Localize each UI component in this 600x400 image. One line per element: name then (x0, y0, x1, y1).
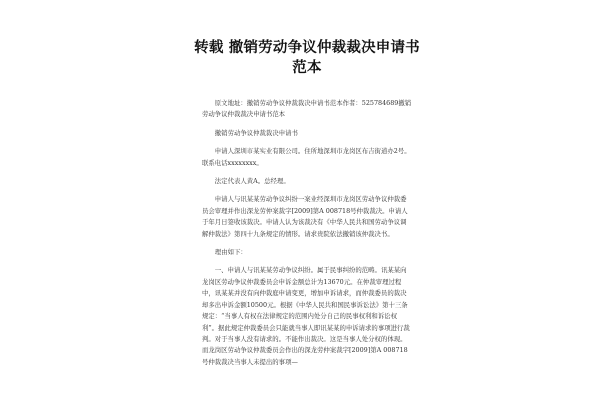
paragraph-representative: 法定代表人黄A。总经理。 (214, 177, 290, 186)
document-body (202, 98, 412, 368)
paragraph-case-summary: 申请人与讯某某劳动争议纠纷一案业经深圳市龙岗区劳动争议仲裁委员会审理并作出深龙劳仲案裁字[2009]第A 008718号仲裁裁决。申请人于年月日签收该裁决。申请人认为该裁决有《中华人民共和国劳动争议调解仲裁法》第四十九条规定的情形。请求贵院依法撤销该仲裁决书。 (202, 195, 408, 238)
paragraph-reason-one: 一、申请人与讯某某劳动争议纠纷。属于民事纠纷的范畴。讯某某向龙岗区劳动争议仲裁委员会申诉金额总计为13670元。在仲裁审理过程中，讯某某并没有向仲裁庭申请变更，增加申诉请求，而仲裁委员的裁决却多出申诉金额10500元。根据《中华人民共和国民事诉讼法》第十三条规定：“当事人有权在法律规定的范围内处分自己的民事权利和诉讼权利”。据此规定仲裁委员会只能就当事人即讯某某的申诉请求的事项进行裁判。对于当事人没有请求的。不能作出裁决。这是当事人处分权的体现。而龙岗区劳动争议仲裁委员会作出的深龙劳仲案裁字[2009]第A 008718号仲裁裁决当事人未提出的事项— (202, 266, 410, 366)
paragraph-reasons-label: 理由如下： (214, 248, 247, 257)
document-title: 转载 撤销劳动争议仲裁裁决申请书范本 (194, 40, 420, 76)
paragraph-applicant: 申请人深圳市某实业有限公司。住所地深圳市龙岗区布吉街道办2号。联系电话xxxxxxxx。 (202, 147, 411, 167)
paragraph-source: 原文地址：撤销劳动争议仲裁裁决申请书范本作者：525784689撤销劳动争议仲裁裁决申请书范本 (202, 99, 412, 119)
paragraph-heading: 撤销劳动争议仲裁裁决申请书 (214, 128, 298, 137)
